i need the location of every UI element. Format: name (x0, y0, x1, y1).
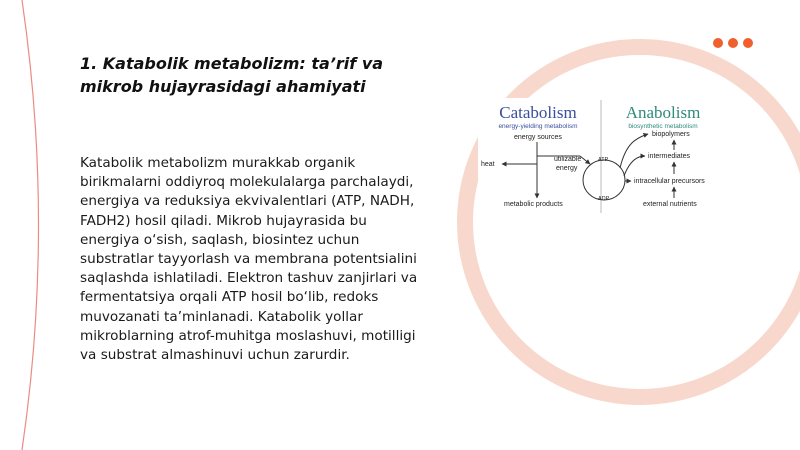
energy-label: energy (556, 165, 578, 172)
slide-body-text: Katabolik metabolizm murakkab organik birikmalarni oddiyroq molekulalarga parchalaydi, energiya va reduksiya ekvivalentlari (ATP, NADH, FADH2) hosil qiladi. Mikrob hujayrasida bu energiya o‘sish, saqlash, biosintez uchun substratlar tayyorlash va membrana potentsialini saqlashda ishlatiladi. Elektron tashuv zanjirlari va fermentatsiya orqali ATP hosil bo‘lib, redoks muvozanati ta’minlanadi. Katabolik yollar mikroblarning atrof-muhitga moslashuvi, motilligi va substrat almashinuvi uchun zarurdir. (80, 155, 418, 364)
metabolic-products-label: metabolic products (504, 201, 563, 208)
intermediates-label: intermediates (648, 153, 691, 160)
utilizable-label: utilizable (554, 156, 582, 163)
catabolism-title: Catabolism (499, 103, 577, 122)
catabolism-anabolism-diagram (478, 98, 738, 223)
accent-dot (713, 38, 723, 48)
catabolism-subtitle: energy-yielding metabolism (498, 123, 578, 130)
heat-label: heat (481, 161, 495, 168)
biopolymers-label: biopolymers (652, 131, 690, 138)
accent-dot (743, 38, 753, 48)
dots-decoration (713, 38, 753, 48)
anabolism-title: Anabolism (625, 103, 701, 122)
intracellular-precursors-label: intracellular precursors (634, 178, 705, 185)
slide-title: 1. Katabolik metabolizm: ta’rif va mikrob hujayrasidagi ahamiyati (80, 54, 384, 96)
anabolism-subtitle: biosynthetic metabolism (628, 123, 698, 130)
atp-label: ATP (598, 157, 609, 163)
accent-dot (728, 38, 738, 48)
energy-sources-label: energy sources (514, 134, 562, 141)
external-nutrients-label: external nutrients (643, 201, 697, 208)
adp-label: ADP (598, 196, 610, 202)
left-edge-curve (22, 0, 39, 450)
